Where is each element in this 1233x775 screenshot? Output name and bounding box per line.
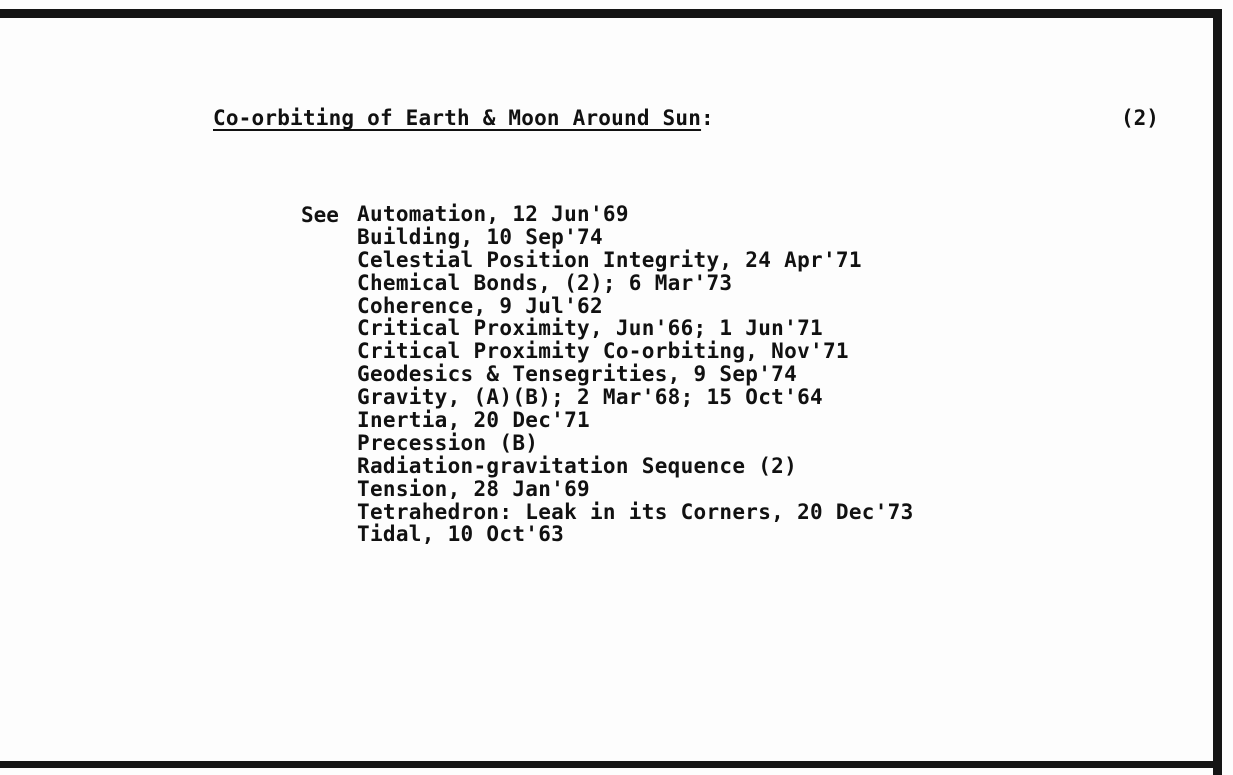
list-item: Automation, 12 Jun'69 [357, 202, 629, 226]
list-item: Building, 10 Sep'74 [357, 224, 603, 249]
list-item: Tidal, 10 Oct'63 [357, 522, 565, 547]
list-item: Inertia, 20 Dec'71 [357, 408, 590, 433]
cross-reference-list [357, 203, 914, 546]
card-title-text: Co-orbiting of Earth & Moon Around Sun [213, 106, 702, 130]
list-item: Geodesics & Tensegrities, 9 Sep'74 [357, 362, 798, 387]
list-item: Radiation-gravitation Sequence (2) [357, 453, 798, 478]
card-border-top [0, 9, 1218, 18]
list-item: Coherence, 9 Jul'62 [357, 293, 603, 318]
list-item: Critical Proximity Co-orbiting, Nov'71 [357, 339, 849, 364]
see-label: See [301, 203, 339, 227]
card-title [213, 106, 714, 130]
list-item: Precession (B) [357, 430, 539, 455]
card-border-right [1213, 9, 1222, 775]
list-item: Gravity, (A)(B); 2 Mar'68; 15 Oct'64 [357, 385, 823, 410]
list-item: Celestial Position Integrity, 24 Apr'71 [357, 247, 862, 272]
card-border-bottom [0, 761, 1222, 768]
list-item: Tension, 28 Jan'69 [357, 476, 590, 501]
page-number: (2) [1121, 106, 1159, 130]
list-item: Chemical Bonds, (2); 6 Mar'73 [357, 270, 733, 295]
list-item: Critical Proximity, Jun'66; 1 Jun'71 [357, 316, 823, 341]
card-title-colon: : [701, 106, 714, 130]
list-item: Tetrahedron: Leak in its Corners, 20 Dec'73 [357, 499, 914, 524]
